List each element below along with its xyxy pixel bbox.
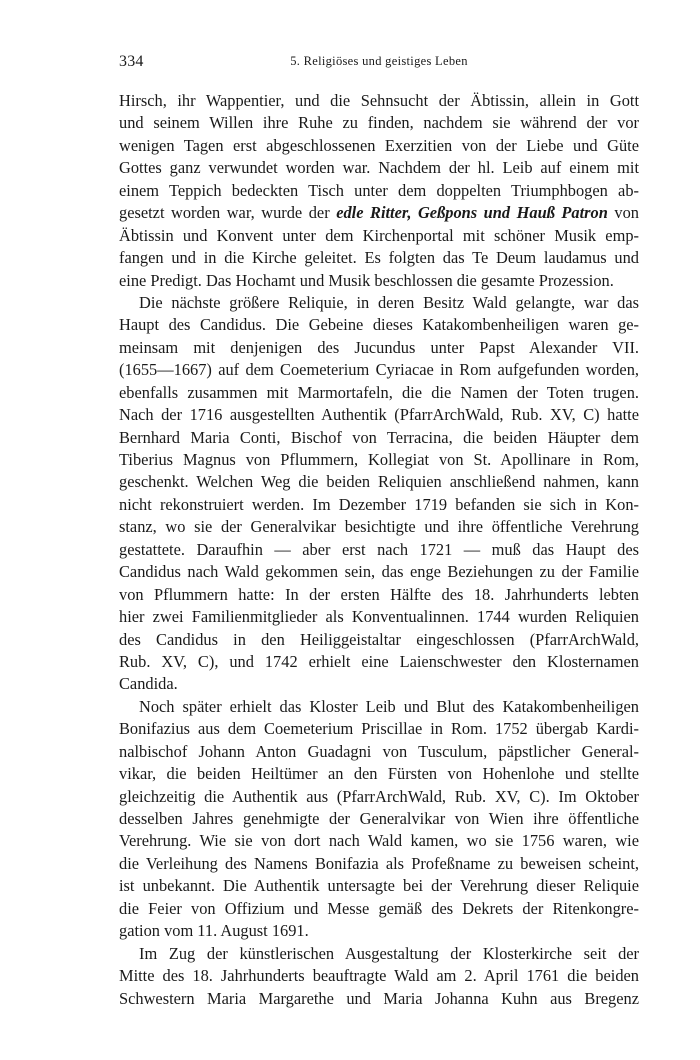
line-text: fangen und in die Kirche geleitet. Es folgten das Te Deum laudamus und xyxy=(119,248,639,268)
line-text: meinsam mit denjenigen des Jucundus unter Papst Alexander VII. xyxy=(119,337,639,357)
line-text: Gottes ganz verwundet worden war. Nachdem der hl. Leib auf einem mit xyxy=(119,158,639,178)
text-line xyxy=(119,494,639,516)
text-line xyxy=(119,696,639,718)
text-line xyxy=(119,471,639,493)
body-text xyxy=(119,90,639,1010)
text-line xyxy=(119,292,639,314)
text-line xyxy=(119,673,639,695)
line-text: Verehrung. Wie sie von dort nach Wald kamen, wo sie 1756 waren, wie xyxy=(119,831,639,851)
line-text: geschenkt. Welchen Weg die beiden Reliquien anschließend nahmen, kann xyxy=(119,472,639,492)
page-header xyxy=(119,53,639,73)
line-text: Candidus nach Wald gekommen sein, das enge Beziehungen zu der Familie xyxy=(119,562,639,582)
line-text: und seinem Willen ihre Ruhe zu finden, nachdem sie während der vor xyxy=(119,113,639,133)
line-text: Nach der 1716 ausgestellten Authentik (PfarrArchWald, Rub. XV, C) hatte xyxy=(119,405,639,425)
text-line xyxy=(119,651,639,673)
text-line xyxy=(119,943,639,965)
line-text: gesetzt worden war, wurde der xyxy=(119,203,330,223)
text-line xyxy=(119,157,639,179)
text-line xyxy=(119,202,639,224)
line-text: gation vom 11. August 1691. xyxy=(119,921,309,941)
text-line xyxy=(119,629,639,651)
text-line xyxy=(119,741,639,763)
text-line xyxy=(119,90,639,112)
line-text: einem Teppich bedeckten Tisch unter dem doppelten Triumphbogen ab- xyxy=(119,180,639,200)
running-head: 5. Religiöses und geistiges Leben xyxy=(290,54,468,68)
line-text: hier zwei Familienmitglieder als Konventualinnen. 1744 wurden Reliquien xyxy=(119,607,639,627)
text-line xyxy=(119,853,639,875)
line-text: ebenfalls zusammen mit Marmortafeln, die die Namen der Toten trugen. xyxy=(119,382,639,402)
text-line xyxy=(119,539,639,561)
text-line xyxy=(119,988,639,1010)
line-text: von Pflummern hatte: In der ersten Hälfte des 18. Jahrhunderts lebten xyxy=(119,584,639,604)
text-line xyxy=(119,270,639,292)
line-text: Mitte des 18. Jahrhunderts beauftragte Wald am 2. April 1761 die beiden xyxy=(119,966,639,986)
line-text: eine Predigt. Das Hochamt und Musik beschlossen die gesamte Prozession. xyxy=(119,270,614,290)
text-line xyxy=(119,830,639,852)
italic-phrase: edle Ritter, Geßpons und Hauß Patron xyxy=(336,203,608,223)
line-text: (1655—1667) auf dem Coemeterium Cyriacae in Rom aufgefunden worden, xyxy=(119,360,639,380)
line-text: wenigen Tagen erst abgeschlossenen Exerzitien von der Liebe und Güte xyxy=(119,135,639,155)
text-line xyxy=(119,606,639,628)
line-text: gestattete. Daraufhin — aber erst nach 1721 — muß das Haupt des xyxy=(119,539,639,559)
text-line xyxy=(119,225,639,247)
text-line xyxy=(119,314,639,336)
line-text: Die nächste größere Reliquie, in deren Besitz Wald gelangte, war das xyxy=(139,292,639,312)
text-line xyxy=(119,516,639,538)
text-line xyxy=(119,965,639,987)
line-text: Rub. XV, C), und 1742 erhielt eine Laienschwester den Klosternamen xyxy=(119,651,639,671)
line-text: desselben Jahres genehmigte der Generalvikar von Wien ihre öffentliche xyxy=(119,809,639,828)
text-line xyxy=(119,135,639,157)
line-text: Haupt des Candidus. Die Gebeine dieses Katakombenheiligen waren ge- xyxy=(119,315,639,335)
line-text: stanz, wo sie der Generalvikar besichtigte und ihre öffentliche Verehrung xyxy=(119,517,639,537)
text-line xyxy=(119,337,639,359)
line-text: die Verleihung des Namens Bonifazia als Profeßname zu beweisen scheint, xyxy=(119,853,639,873)
line-text-after: von xyxy=(614,203,639,223)
line-text: Tiberius Magnus von Pflummern, Kollegiat von St. Apollinare in Rom, xyxy=(119,450,639,469)
text-line xyxy=(119,561,639,583)
text-line xyxy=(119,404,639,426)
text-line xyxy=(119,898,639,920)
line-text: des Candidus in den Heiliggeistaltar eingeschlossen (PfarrArchWald, xyxy=(119,629,639,649)
line-text: Im Zug der künstlerischen Ausgestaltung der Klosterkirche seit der xyxy=(139,943,639,963)
text-line xyxy=(119,786,639,808)
text-line xyxy=(119,359,639,381)
line-text: Äbtissin und Konvent unter dem Kirchenportal mit schöner Musik emp- xyxy=(119,225,639,245)
text-line xyxy=(119,449,639,471)
line-text: Noch später erhielt das Kloster Leib und Blut des Katakombenheiligen xyxy=(139,696,639,716)
text-line xyxy=(119,427,639,449)
line-text: vikar, die beiden Heiltümer an den Fürsten von Hohenlohe und stellte xyxy=(119,764,639,784)
line-text: Candida. xyxy=(119,674,178,694)
line-text: nalbischof Johann Anton Guadagni von Tusculum, päpstlicher General- xyxy=(119,741,639,761)
text-line xyxy=(119,180,639,202)
line-text: Bernhard Maria Conti, Bischof von Terracina, die beiden Häupter dem xyxy=(119,427,639,447)
text-line xyxy=(119,763,639,785)
line-text: die Feier von Offizium und Messe gemäß des Dekrets der Ritenkongre- xyxy=(119,898,639,918)
text-line xyxy=(119,875,639,897)
text-line xyxy=(119,718,639,740)
line-text: Schwestern Maria Margarethe und Maria Johanna Kuhn aus Bregenz xyxy=(119,988,639,1008)
text-line xyxy=(119,584,639,606)
text-line xyxy=(119,920,639,942)
line-text: Bonifazius aus dem Coemeterium Priscillae in Rom. 1752 übergab Kardi- xyxy=(119,719,639,739)
line-text: Hirsch, ihr Wappentier, und die Sehnsucht der Äbtissin, allein in Gott xyxy=(119,91,639,110)
text-line xyxy=(119,112,639,134)
page-number: 334 xyxy=(119,53,144,70)
line-text: nicht rekonstruiert werden. Im Dezember 1719 befanden sie sich in Kon- xyxy=(119,494,639,514)
text-line xyxy=(119,382,639,404)
line-text: ist unbekannt. Die Authentik untersagte bei der Verehrung dieser Reliquie xyxy=(119,876,639,896)
text-line xyxy=(119,808,639,830)
line-text: gleichzeitig die Authentik aus (PfarrArchWald, Rub. XV, C). Im Oktober xyxy=(119,786,639,806)
text-line xyxy=(119,247,639,269)
